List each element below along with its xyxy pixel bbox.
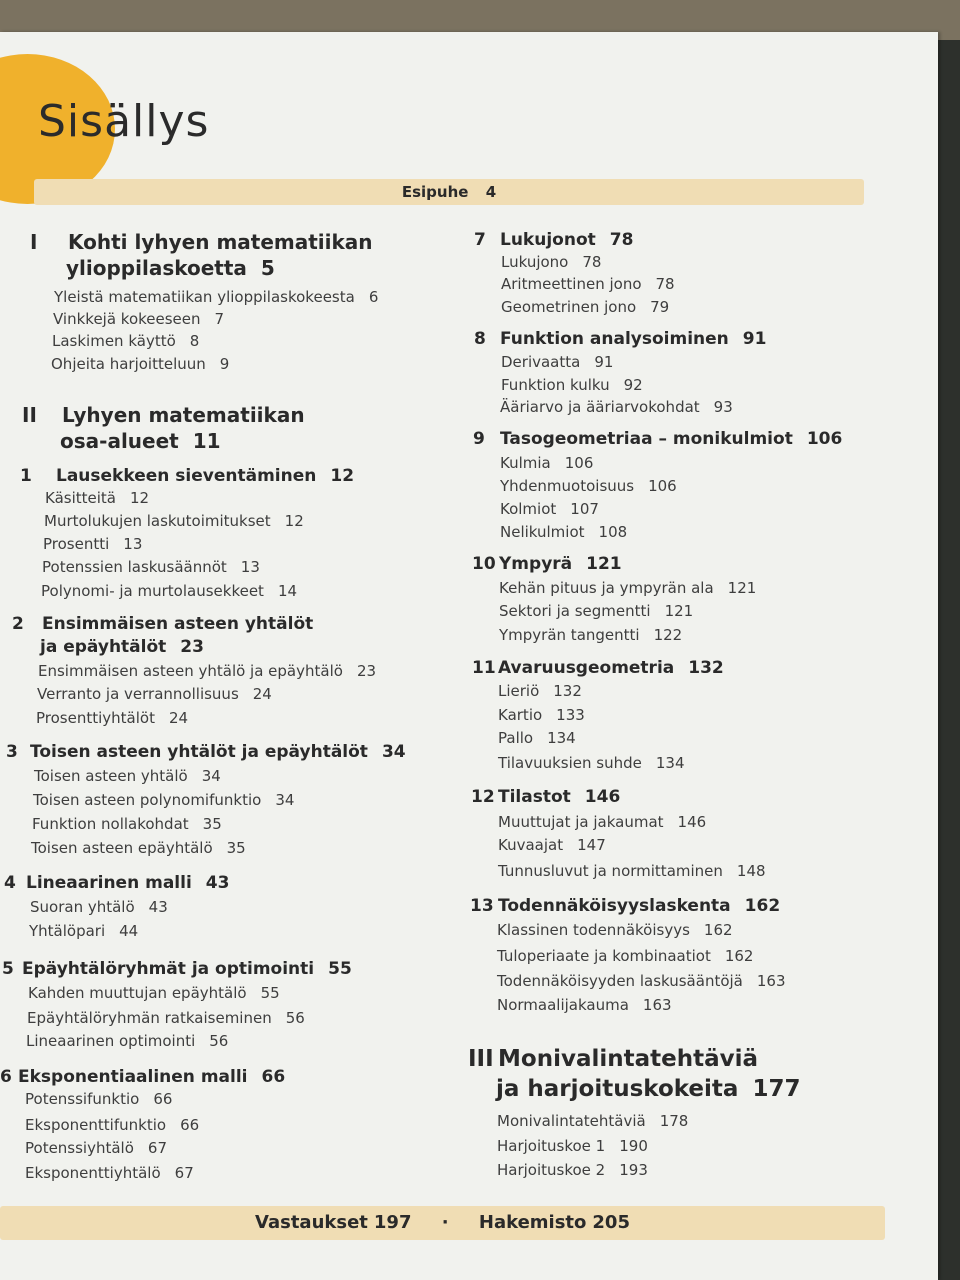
subentry-page: 121 [727, 579, 757, 597]
toc-subentry [52, 332, 199, 350]
subentry-title: Klassinen todennäköisyys [497, 921, 690, 939]
part-title-line2: ylioppilaskoetta [66, 256, 247, 280]
subentry-page: 79 [650, 298, 670, 316]
chapter-heading [471, 787, 620, 807]
toc-subentry [53, 310, 224, 328]
part-title-line2: osa-alueet [60, 429, 179, 453]
toc-subentry [499, 626, 682, 644]
toc-subentry [25, 1090, 172, 1108]
chapter-title: Tilastot [498, 787, 571, 807]
subentry-title: Verranto ja verrannollisuus [37, 685, 239, 703]
chapter-title: Toisen asteen yhtälöt ja epäyhtälöt [30, 742, 368, 762]
subentry-page: 56 [285, 1009, 305, 1027]
toc-subentry [25, 1139, 167, 1157]
subentry-title: Eksponenttifunktio [25, 1116, 167, 1134]
subentry-title: Tunnusluvut ja normittaminen [498, 862, 723, 880]
subentry-page: 12 [129, 489, 150, 507]
subentry-title: Murtolukujen laskutoimitukset [44, 512, 271, 530]
chapter-heading [473, 429, 842, 449]
subentry-title: Harjoituskoe 2 [497, 1161, 606, 1179]
preface-page: 4 [485, 183, 497, 201]
subentry-title: Sektori ja segmentti [499, 602, 651, 620]
chapter-heading [474, 230, 633, 250]
toc-subentry [498, 754, 685, 772]
toc-subentry [498, 729, 576, 747]
toc-subentry [36, 709, 188, 727]
preface-band [34, 179, 864, 205]
toc-subentry [497, 947, 753, 965]
subentry-page: 14 [277, 582, 298, 600]
chapter-number: 4 [4, 873, 16, 893]
toc-subentry [29, 922, 138, 940]
toc-subentry [41, 582, 297, 600]
subentry-title: Lukujono [501, 253, 569, 271]
toc-subentry [45, 489, 149, 507]
chapter-title: Tasogeometriaa – monikulmiot [500, 429, 793, 449]
subentry-title: Prosentti [43, 535, 110, 553]
part-heading-continued [66, 256, 275, 280]
subentry-title: Prosenttiyhtälöt [36, 709, 155, 727]
subentry-title: Pallo [498, 729, 534, 747]
chapter-title: Lineaarinen malli [26, 873, 192, 893]
toc-subentry [498, 706, 585, 724]
subentry-title: Kuvaajat [498, 836, 564, 854]
chapter-heading [4, 873, 229, 893]
chapter-number: 7 [474, 230, 486, 250]
toc-subentry [25, 1116, 199, 1134]
subentry-page: 34 [275, 791, 295, 809]
subentry-page: 35 [202, 815, 222, 833]
subentry-title: Suoran yhtälö [30, 898, 135, 916]
subentry-page: 12 [284, 512, 304, 530]
toc-subentry [27, 1009, 305, 1027]
subentry-page: 106 [648, 477, 677, 495]
chapter-page: 146 [584, 787, 621, 807]
toc-subentry [31, 839, 246, 857]
subentry-title: Eksponenttiyhtälö [25, 1164, 161, 1182]
toc-subentry [501, 275, 675, 293]
subentry-title: Potenssiyhtälö [25, 1139, 134, 1157]
subentry-page: 146 [677, 813, 707, 831]
subentry-title: Funktion nollakohdat [32, 815, 189, 833]
chapter-page: 12 [330, 466, 355, 486]
part-page: 5 [260, 256, 275, 280]
toc-subentry [498, 836, 606, 854]
index-page: 205 [592, 1212, 630, 1233]
subentry-title: Lineaarinen optimointi [26, 1032, 196, 1050]
chapter-heading [472, 554, 622, 574]
subentry-page: 7 [214, 310, 225, 328]
chapter-title: Epäyhtälöryhmät ja optimointi [22, 959, 315, 979]
index-label: Hakemisto [478, 1212, 587, 1233]
subentry-page: 66 [153, 1090, 173, 1108]
subentry-title: Epäyhtälöryhmän ratkaiseminen [27, 1009, 272, 1027]
subentry-title: Toisen asteen yhtälö [34, 767, 188, 785]
subentry-title: Monivalintatehtäviä [497, 1112, 646, 1130]
chapter-number: 2 [12, 614, 24, 634]
toc-subentry [497, 1161, 648, 1179]
toc-subentry [497, 1112, 688, 1130]
subentry-page: 24 [252, 685, 272, 703]
chapter-page: 55 [328, 959, 352, 979]
chapter-page: 121 [586, 554, 622, 574]
toc-subentry [498, 862, 766, 880]
chapter-number: 12 [471, 787, 495, 807]
subentry-page: 162 [703, 921, 733, 939]
subentry-page: 43 [148, 898, 168, 916]
chapter-number: 8 [474, 329, 486, 349]
subentry-title: Aritmeettinen jono [501, 275, 642, 293]
toc-subentry [501, 253, 601, 271]
chapter-heading [474, 329, 766, 349]
part-title-line1: Kohti lyhyen matematiikan [68, 230, 373, 254]
subentry-title: Nelikulmiot [500, 523, 585, 541]
subentry-page: 148 [736, 862, 766, 880]
subentry-title: Derivaatta [501, 353, 581, 371]
subentry-page: 34 [201, 767, 221, 785]
subentry-page: 122 [653, 626, 683, 644]
subentry-title: Toisen asteen epäyhtälö [31, 839, 213, 857]
subentry-page: 108 [598, 523, 628, 541]
subentry-page: 106 [564, 454, 594, 472]
subentry-page: 133 [556, 706, 585, 724]
subentry-title: Laskimen käyttö [52, 332, 176, 350]
subentry-page: 66 [180, 1116, 200, 1134]
toc-subentry [497, 1137, 648, 1155]
subentry-title: Potenssien laskusäännöt [42, 558, 227, 576]
subentry-title: Kartio [498, 706, 543, 724]
toc-subentry [501, 353, 613, 371]
chapter-page: 66 [261, 1067, 286, 1087]
subentry-title: Harjoituskoe 1 [497, 1137, 606, 1155]
subentry-page: 13 [240, 558, 260, 576]
chapter-page: 91 [742, 329, 767, 349]
chapter-page: 23 [180, 637, 204, 657]
part-number: III [468, 1046, 494, 1072]
subentry-page: 92 [623, 376, 643, 394]
subentry-page: 35 [226, 839, 246, 857]
toc-subentry [497, 972, 786, 990]
toc-subentry [37, 685, 272, 703]
chapter-page: 78 [609, 230, 634, 250]
subentry-title: Normaalijakauma [497, 996, 629, 1014]
subentry-page: 132 [553, 682, 582, 700]
subentry-title: Kulmia [500, 454, 551, 472]
toc-subentry [500, 454, 593, 472]
subentry-page: 162 [724, 947, 754, 965]
subentry-page: 190 [619, 1137, 648, 1155]
chapter-number: 13 [470, 896, 494, 916]
subentry-title: Todennäköisyyden laskusääntöjä [497, 972, 743, 990]
subentry-title: Ensimmäisen asteen yhtälö ja epäyhtälö [38, 662, 343, 680]
subentry-page: 78 [655, 275, 675, 293]
subentry-title: Geometrinen jono [501, 298, 637, 316]
subentry-page: 6 [368, 288, 379, 306]
chapter-title-line2: ja epäyhtälöt [40, 637, 167, 657]
subentry-page: 163 [756, 972, 786, 990]
chapter-number: 1 [20, 466, 32, 486]
chapter-heading-continued [40, 637, 204, 657]
subentry-title: Vinkkejä kokeeseen [53, 310, 201, 328]
subentry-title: Toisen asteen polynomifunktio [33, 791, 262, 809]
chapter-heading [470, 896, 780, 916]
subentry-page: 44 [119, 922, 139, 940]
subentry-page: 91 [594, 353, 614, 371]
part-title-line1: Monivalintatehtäviä [498, 1046, 758, 1072]
subentry-page: 93 [713, 398, 733, 416]
subentry-page: 8 [189, 332, 200, 350]
subentry-title: Funktion kulku [501, 376, 610, 394]
chapter-number: 9 [473, 429, 485, 449]
toc-subentry [26, 1032, 228, 1050]
subentry-page: 67 [174, 1164, 194, 1182]
chapter-page: 34 [381, 742, 406, 762]
chapter-number: 10 [472, 554, 496, 574]
chapter-number: 11 [472, 658, 496, 678]
answers-label: Vastaukset [255, 1212, 368, 1233]
answers-page: 197 [373, 1212, 412, 1233]
subentry-page: 55 [260, 984, 280, 1002]
chapter-heading [6, 742, 406, 762]
subentry-title: Tilavuuksien suhde [498, 754, 642, 772]
chapter-title: Todennäköisyyslaskenta [498, 896, 731, 916]
chapter-title: Funktion analysoiminen [500, 329, 729, 349]
toc-subentry [500, 477, 677, 495]
part-title-line2: ja harjoituskokeita [496, 1076, 739, 1102]
subentry-title: Kahden muuttujan epäyhtälö [28, 984, 247, 1002]
subentry-title: Yhdenmuotoisuus [500, 477, 635, 495]
toc-page [0, 32, 938, 1280]
chapter-title: Eksponentiaalinen malli [18, 1067, 248, 1087]
toc-subentry [499, 602, 693, 620]
chapter-number: 5 [2, 959, 14, 979]
subentry-title: Polynomi- ja murtolausekkeet [41, 582, 264, 600]
subentry-title: Potenssifunktio [25, 1090, 140, 1108]
part-title-line1: Lyhyen matematiikan [62, 403, 305, 427]
subentry-page: 78 [582, 253, 602, 271]
chapter-title: Lausekkeen sieventäminen [56, 466, 317, 486]
chapter-heading [2, 959, 352, 979]
footer-band [0, 1206, 885, 1240]
subentry-page: 24 [168, 709, 189, 727]
part-heading-continued [496, 1076, 800, 1102]
preface-label: Esipuhe [401, 183, 469, 201]
toc-subentry [30, 898, 168, 916]
toc-subentry [500, 398, 733, 416]
toc-subentry [500, 523, 627, 541]
chapter-title: Ympyrä [499, 554, 573, 574]
chapter-title-line1: Ensimmäisen asteen yhtälöt [42, 614, 314, 634]
subentry-title: Yleistä matematiikan ylioppilaskokeesta [54, 288, 355, 306]
toc-subentry [501, 376, 643, 394]
subentry-title: Ääriarvo ja ääriarvokohdat [500, 398, 700, 416]
part-heading [30, 230, 373, 254]
chapter-heading [472, 658, 724, 678]
toc-subentry [32, 815, 222, 833]
toc-subentry [28, 984, 280, 1002]
page-title: Sisällys [38, 96, 210, 147]
chapter-heading [20, 466, 354, 486]
chapter-page: 162 [744, 896, 781, 916]
subentry-page: 147 [577, 836, 606, 854]
toc-subentry [498, 682, 582, 700]
toc-subentry [44, 512, 304, 530]
toc-subentry [43, 535, 142, 553]
chapter-heading [0, 1067, 285, 1087]
toc-subentry [499, 579, 756, 597]
toc-subentry [501, 298, 669, 316]
part-heading-continued [60, 429, 221, 453]
subentry-title: Muuttujat ja jakaumat [498, 813, 664, 831]
chapter-heading [12, 614, 313, 634]
subentry-page: 193 [619, 1161, 648, 1179]
toc-subentry [500, 500, 599, 518]
part-page: 11 [192, 429, 221, 453]
subentry-title: Kehän pituus ja ympyrän ala [499, 579, 714, 597]
subentry-page: 134 [655, 754, 685, 772]
part-number: II [22, 403, 37, 427]
subentry-page: 107 [570, 500, 599, 518]
toc-subentry [34, 767, 221, 785]
subentry-page: 56 [209, 1032, 229, 1050]
subentry-page: 178 [659, 1112, 689, 1130]
toc-subentry [54, 288, 378, 306]
subentry-page: 134 [547, 729, 576, 747]
chapter-title: Avaruusgeometria [498, 658, 675, 678]
subentry-title: Yhtälöpari [29, 922, 106, 940]
subentry-title: Käsitteitä [45, 489, 116, 507]
subentry-page: 23 [356, 662, 377, 680]
toc-subentry [497, 996, 672, 1014]
part-number: I [30, 230, 38, 254]
chapter-page: 132 [688, 658, 724, 678]
chapter-number: 6 [0, 1067, 12, 1087]
subentry-title: Kolmiot [500, 500, 557, 518]
chapter-page: 43 [205, 873, 230, 893]
toc-subentry [38, 662, 376, 680]
part-heading [22, 403, 305, 427]
chapter-number: 3 [6, 742, 18, 762]
toc-subentry [42, 558, 260, 576]
subentry-page: 163 [642, 996, 672, 1014]
subentry-title: Tuloperiaate ja kombinaatiot [497, 947, 711, 965]
toc-subentry [25, 1164, 194, 1182]
subentry-page: 67 [147, 1139, 167, 1157]
subentry-title: Lieriö [498, 682, 540, 700]
chapter-title: Lukujonot [500, 230, 596, 250]
part-heading [468, 1046, 758, 1072]
toc-subentry [497, 921, 733, 939]
toc-subentry [498, 813, 706, 831]
subentry-title: Ympyrän tangentti [499, 626, 640, 644]
part-page: 177 [752, 1076, 801, 1102]
toc-subentry [33, 791, 294, 809]
toc-subentry [51, 355, 229, 373]
subentry-page: 9 [219, 355, 230, 373]
subentry-page: 13 [123, 535, 143, 553]
chapter-page: 106 [806, 429, 843, 449]
subentry-title: Ohjeita harjoitteluun [51, 355, 206, 373]
footer-separator: · [441, 1212, 449, 1233]
subentry-page: 121 [664, 602, 694, 620]
